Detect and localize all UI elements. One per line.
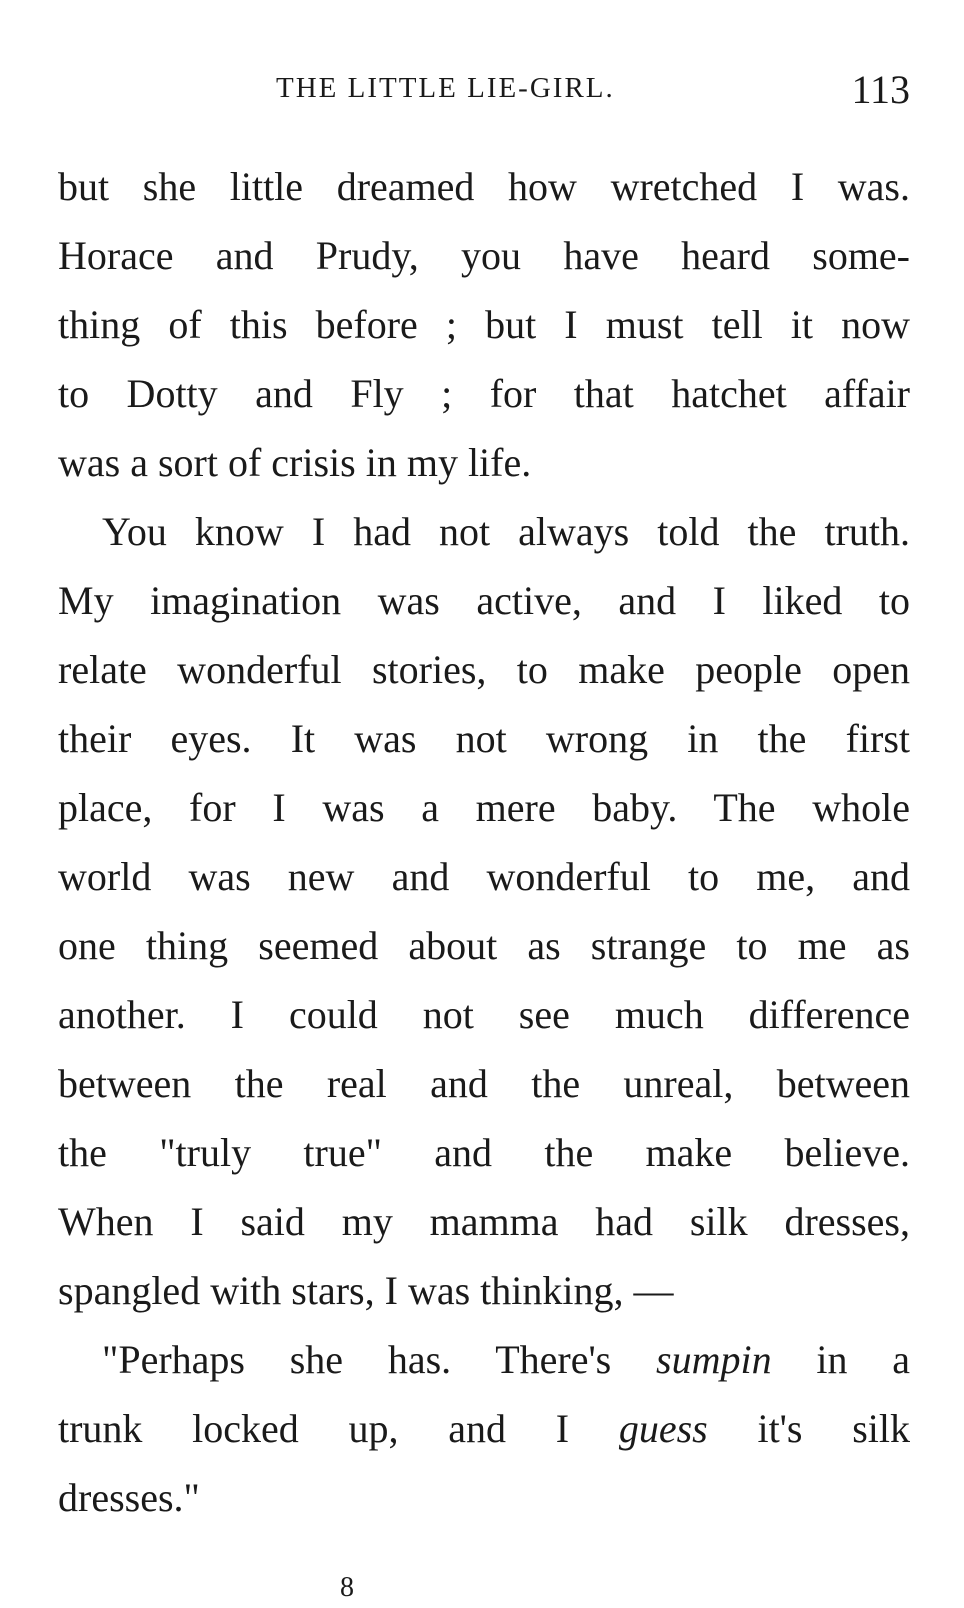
body-text [58,152,910,1532]
signature-mark: 8 [340,1572,354,1603]
text-line: thing of this before ; but I must tell it now [58,302,910,347]
text-line: between the real and the unreal, between [58,1061,910,1106]
text-line: their eyes. It was not wrong in the first [58,716,910,761]
text-line: the "truly true" and the make believe. [58,1130,910,1175]
italic-word: guess [618,1406,708,1451]
text-line: one thing seemed about as strange to me as [58,923,910,968]
text-segment: "Perhaps she has. There's [102,1337,657,1382]
text-line: relate wonderful stories, to make people open [58,647,910,692]
text-line: but she little dreamed how wretched I was. [58,164,910,209]
text-line [58,1394,910,1463]
text-line: You know I had not always told the truth. [102,509,910,554]
text-line [58,1325,910,1394]
text-line: place, for I was a mere baby. The whole [58,785,910,830]
page-number: 113 [851,67,910,112]
text-line: another. I could not see much difference [58,992,910,1037]
text-segment: it's silk [707,1406,910,1451]
text-segment: trunk locked up, and I [58,1406,619,1451]
text-line: My imagination was active, and I liked to [58,578,910,623]
text-line: dresses." [58,1475,200,1520]
italic-word: sumpin [656,1337,772,1382]
text-line: world was new and wonderful to me, and [58,854,910,899]
text-line: was a sort of crisis in my life. [58,440,532,485]
text-line: Horace and Prudy, you have heard some- [58,233,910,278]
text-line: spangled with stars, I was thinking, — [58,1268,674,1313]
text-line: When I said my mamma had silk dresses, [58,1199,910,1244]
running-title: THE LITTLE LIE-GIRL. [276,72,615,104]
text-segment: in a [771,1337,910,1382]
text-line: to Dotty and Fly ; for that hatchet affair [58,371,910,416]
running-head [58,66,910,116]
